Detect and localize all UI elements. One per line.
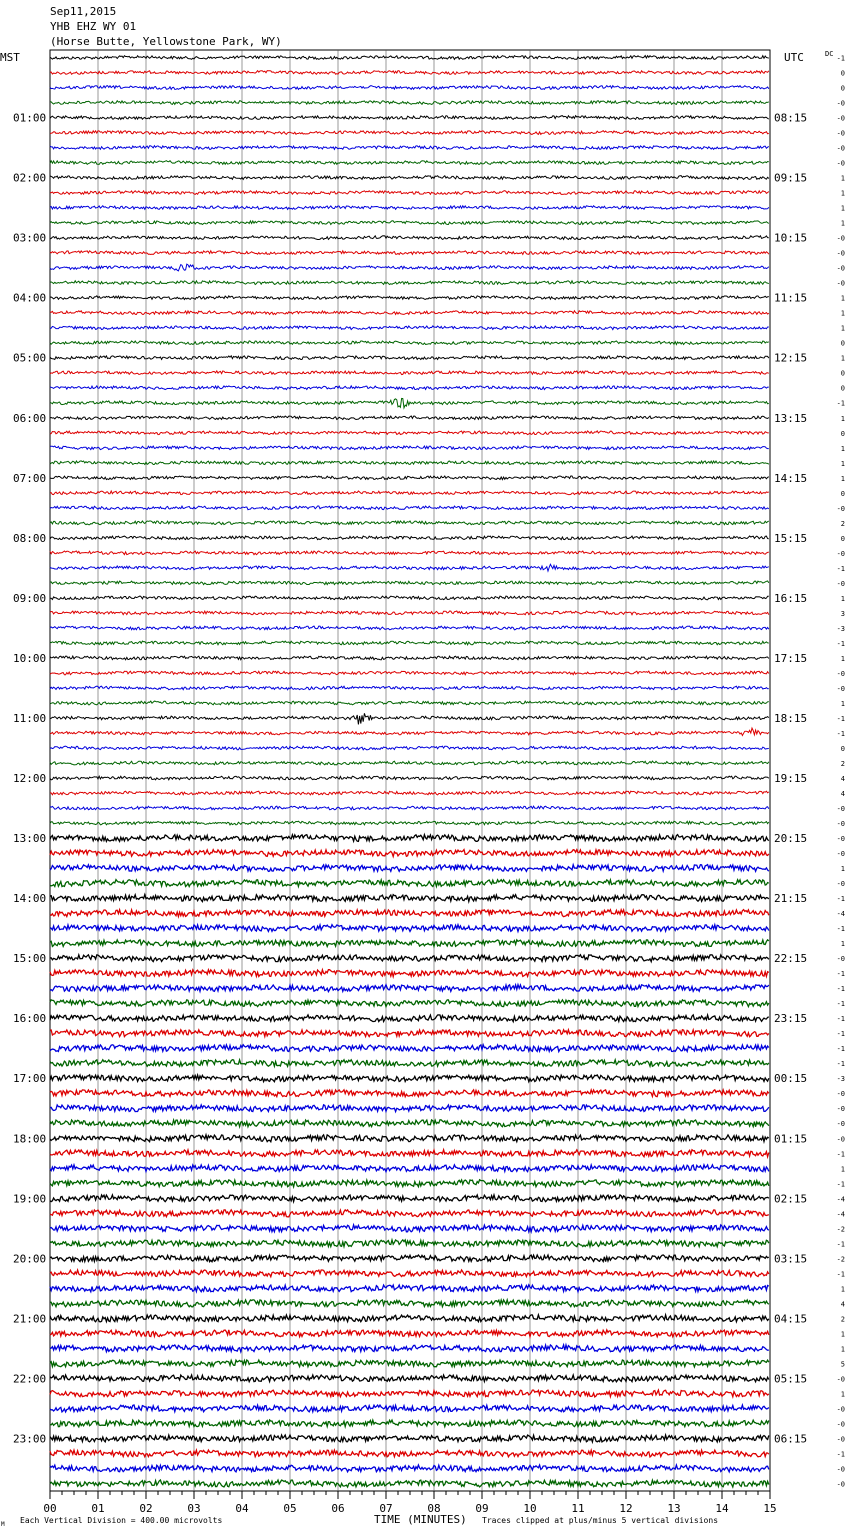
dc-offset-label: 0: [840, 369, 845, 378]
dc-offset-label: -0: [836, 955, 845, 964]
trace-line: [50, 865, 769, 872]
left-timezone-label: MST: [0, 51, 20, 64]
trace-line: [50, 1255, 769, 1262]
trace-line: [50, 551, 769, 555]
right-hour-label: 18:15: [774, 711, 808, 725]
trace-line: [50, 970, 769, 977]
trace-line: [50, 251, 769, 255]
trace-line: [50, 1450, 769, 1457]
trace-line: [50, 1390, 769, 1397]
left-hour-label: 04:00: [13, 291, 47, 305]
dc-offset-label: 1: [840, 294, 845, 303]
dc-offset-label: 1: [840, 309, 845, 318]
trace-line: [50, 1045, 769, 1052]
traces: [50, 56, 769, 1487]
x-tick-label: 15: [763, 1502, 777, 1515]
trace-line: [50, 656, 769, 660]
trace-line: [50, 626, 769, 630]
dc-offset-label: 1: [840, 1330, 845, 1339]
dc-offset-label: -1: [836, 1180, 845, 1189]
dc-offset-label: -0: [836, 234, 845, 243]
chart-title-station: YHB EHZ WY 01: [50, 20, 137, 33]
trace-line: [50, 1480, 769, 1487]
dc-offset-label: -0: [836, 159, 845, 168]
right-hour-label: 12:15: [774, 351, 808, 365]
trace-line: [50, 686, 769, 690]
dc-offset-label: 1: [840, 444, 845, 453]
trace-line: [50, 1435, 769, 1442]
dc-offset-label: -2: [836, 1225, 845, 1234]
trace-line: [50, 264, 769, 271]
x-tick-label: 13: [667, 1502, 681, 1515]
dc-offset-label: -0: [836, 579, 845, 588]
dc-offset-label: 1: [840, 324, 845, 333]
trace-line: [50, 446, 769, 450]
trace-line: [50, 821, 769, 825]
trace-line: [50, 1285, 769, 1292]
x-tick-label: 03: [187, 1502, 201, 1515]
trace-line: [50, 611, 769, 615]
trace-line: [50, 880, 769, 887]
trace-line: [50, 221, 769, 225]
right-hour-label: 21:15: [774, 892, 808, 906]
x-tick-label: 05: [283, 1502, 297, 1515]
trace-line: [50, 1240, 769, 1247]
dc-offset-label: -0: [836, 1135, 845, 1144]
dc-offset-label: -0: [836, 129, 845, 138]
trace-line: [50, 281, 769, 285]
dc-offset-label: -0: [836, 820, 845, 829]
right-hour-label: 20:15: [774, 832, 808, 846]
dc-offset-label: -0: [836, 669, 845, 678]
x-tick-label: 11: [571, 1502, 585, 1515]
dc-offset-label: -1: [836, 925, 845, 934]
dc-offset-label: -1: [836, 54, 845, 63]
dc-offset-label: -1: [836, 1000, 845, 1009]
left-hour-label: 18:00: [13, 1132, 47, 1146]
right-hour-label: 14:15: [774, 471, 808, 485]
dc-offset-label: -1: [836, 895, 845, 904]
dc-offset-label: -4: [836, 910, 845, 919]
dc-offset-label: 1: [840, 594, 845, 603]
dc-offset-label: -0: [836, 850, 845, 859]
right-hour-label: 17:15: [774, 651, 808, 665]
dc-offset-label: -1: [836, 564, 845, 573]
trace-line: [50, 1120, 769, 1127]
dc-offset-label: 1: [840, 189, 845, 198]
right-hour-label: 16:15: [774, 591, 808, 605]
trace-line: [50, 1195, 769, 1202]
dc-offset-label: -1: [836, 970, 845, 979]
dc-offset-label: -3: [836, 1075, 845, 1084]
left-hour-label: 22:00: [13, 1372, 47, 1386]
trace-line: [50, 701, 769, 705]
trace-line: [50, 835, 769, 842]
trace-line: [50, 1345, 769, 1352]
trace-line: [50, 1420, 769, 1427]
dc-offset-label: -0: [836, 549, 845, 558]
trace-line: [50, 131, 769, 135]
labels: [13, 55, 845, 1515]
left-hour-label: 17:00: [13, 1072, 47, 1086]
right-hour-label: 02:15: [774, 1192, 808, 1206]
dc-offset-label: -0: [836, 114, 845, 123]
right-hour-label: 15:15: [774, 531, 808, 545]
trace-line: [50, 776, 769, 780]
dc-offset-label: 4: [840, 775, 845, 784]
left-hour-label: 21:00: [13, 1312, 47, 1326]
dc-offset-label: 2: [840, 519, 845, 528]
trace-line: [50, 56, 769, 60]
right-hour-label: 00:15: [774, 1072, 808, 1086]
right-hour-label: 23:15: [774, 1012, 808, 1026]
dc-offset-label: 1: [840, 1345, 845, 1354]
right-hour-label: 11:15: [774, 291, 808, 305]
trace-line: [50, 398, 769, 408]
right-hour-label: 01:15: [774, 1132, 808, 1146]
dc-offset-label: -0: [836, 1405, 845, 1414]
trace-line: [50, 581, 769, 585]
dc-offset-label: -3: [836, 624, 845, 633]
chart-title-location: (Horse Butte, Yellowstone Park, WY): [50, 35, 282, 48]
trace-line: [50, 146, 769, 150]
trace-line: [50, 1030, 769, 1037]
dc-offset-label: -0: [836, 249, 845, 258]
trace-line: [50, 1300, 769, 1307]
left-hour-label: 03:00: [13, 231, 47, 245]
x-tick-label: 12: [619, 1502, 633, 1515]
right-hour-label: 22:15: [774, 952, 808, 966]
right-hour-label: 09:15: [774, 171, 808, 185]
x-tick-label: 09: [475, 1502, 489, 1515]
dc-offset-label: -2: [836, 1255, 845, 1264]
right-timezone-label: UTC: [784, 51, 804, 64]
trace-line: [50, 506, 769, 510]
dc-offset-label: 4: [840, 1300, 845, 1309]
trace-line: [50, 761, 769, 765]
dc-offset-label: 2: [840, 1315, 845, 1324]
trace-line: [50, 641, 769, 645]
right-hour-label: 06:15: [774, 1432, 808, 1446]
right-hour-label: 13:15: [774, 411, 808, 425]
dc-offset-label: 1: [840, 865, 845, 874]
trace-line: [50, 596, 769, 600]
dc-offset-label: -4: [836, 1210, 845, 1219]
trace-line: [50, 536, 769, 540]
trace-line: [50, 1150, 769, 1157]
dc-offset-label: -0: [836, 1090, 845, 1099]
right-hour-label: 04:15: [774, 1312, 808, 1326]
left-hour-label: 23:00: [13, 1432, 47, 1446]
dc-offset-label: -1: [836, 399, 845, 408]
dc-offset-label: 0: [840, 534, 845, 543]
dc-offset-label: -0: [836, 1120, 845, 1129]
right-hour-label: 08:15: [774, 111, 808, 125]
trace-line: [50, 985, 769, 992]
dc-offset-label: -1: [836, 1240, 845, 1249]
trace-line: [50, 176, 769, 180]
left-hour-label: 14:00: [13, 892, 47, 906]
dc-offset-label: 2: [840, 759, 845, 768]
dc-offset-label: 0: [840, 429, 845, 438]
x-tick-label: 08: [427, 1502, 441, 1515]
trace-line: [50, 416, 769, 420]
dc-offset-label: -0: [836, 1420, 845, 1429]
dc-offset-label: -0: [836, 684, 845, 693]
dc-offset-label: -0: [836, 1375, 845, 1384]
dc-offset-label: 1: [840, 940, 845, 949]
dc-offset-label: 1: [840, 204, 845, 213]
dc-offset-label: 0: [840, 339, 845, 348]
dc-offset-label: -1: [836, 1030, 845, 1039]
trace-line: [50, 746, 769, 750]
trace-line: [50, 955, 769, 962]
dc-offset-label: 1: [840, 1390, 845, 1399]
trace-line: [50, 1375, 769, 1382]
trace-line: [50, 1075, 769, 1082]
trace-line: [50, 1180, 769, 1187]
dc-offset-label: -0: [836, 1465, 845, 1474]
trace-line: [50, 713, 769, 724]
dc-offset-label: 1: [840, 414, 845, 423]
dc-offset-label: 0: [840, 84, 845, 93]
x-tick-label: 07: [379, 1502, 393, 1515]
left-hour-label: 08:00: [13, 531, 47, 545]
trace-line: [50, 895, 769, 902]
dc-offset-label: -4: [836, 1195, 845, 1204]
trace-line: [50, 386, 769, 390]
dc-offset-label: -0: [836, 264, 845, 273]
dc-offset-label: 0: [840, 384, 845, 393]
dc-offset-label: 4: [840, 790, 845, 799]
trace-line: [50, 491, 769, 495]
trace-line: [50, 461, 769, 465]
dc-offset-label: -1: [836, 1450, 845, 1459]
dc-offset-label: 1: [840, 1285, 845, 1294]
dc-offset-label: 1: [840, 699, 845, 708]
trace-line: [50, 86, 769, 90]
left-hour-label: 13:00: [13, 832, 47, 846]
dc-offset-label: -0: [836, 99, 845, 108]
dc-offset-label: -1: [836, 1015, 845, 1024]
trace-line: [50, 1330, 769, 1337]
dc-offset-label: 1: [840, 474, 845, 483]
left-hour-label: 07:00: [13, 471, 47, 485]
dc-offset-label: 0: [840, 489, 845, 498]
chart-title-date: Sep11,2015: [50, 5, 117, 18]
trace-line: [50, 191, 769, 195]
trace-line: [50, 296, 769, 300]
trace-line: [50, 1060, 769, 1067]
trace-line: [50, 521, 769, 525]
trace-line: [50, 564, 769, 571]
trace-line: [50, 206, 769, 210]
left-hour-label: 12:00: [13, 772, 47, 786]
dc-offset-label: 1: [840, 1165, 845, 1174]
left-hour-label: 02:00: [13, 171, 47, 185]
scale-note: Each Vertical Division = 400.00 microvolts: [20, 1516, 223, 1525]
left-hour-label: 11:00: [13, 711, 47, 725]
dc-offset-label: -1: [836, 714, 845, 723]
x-tick-label: 14: [715, 1502, 729, 1515]
trace-line: [50, 236, 769, 240]
trace-line: [50, 371, 769, 375]
left-hour-label: 19:00: [13, 1192, 47, 1206]
dc-offset-label: 1: [840, 174, 845, 183]
trace-line: [50, 431, 769, 435]
trace-line: [50, 1465, 769, 1472]
trace-line: [50, 910, 769, 917]
trace-line: [50, 341, 769, 345]
trace-line: [50, 1315, 769, 1322]
dc-offset-label: -0: [836, 279, 845, 288]
dc-offset-label: -1: [836, 639, 845, 648]
dc-offset-label: 1: [840, 219, 845, 228]
dc-offset-label: -0: [836, 1435, 845, 1444]
left-hour-label: 06:00: [13, 411, 47, 425]
x-tick-label: 10: [523, 1502, 537, 1515]
dc-offset-label: -0: [836, 1105, 845, 1114]
dc-offset-label: 0: [840, 744, 845, 753]
right-hour-label: 03:15: [774, 1252, 808, 1266]
trace-line: [50, 1270, 769, 1277]
dc-offset-label: 3: [840, 609, 845, 618]
left-hour-label: 20:00: [13, 1252, 47, 1266]
left-hour-label: 05:00: [13, 351, 47, 365]
trace-line: [50, 1090, 769, 1097]
x-tick-label: 00: [43, 1502, 57, 1515]
dc-offset-label: -0: [836, 504, 845, 513]
dc-offset-label: -1: [836, 1060, 845, 1069]
dc-offset-label: -1: [836, 1150, 845, 1159]
dc-offset-label: -1: [836, 1045, 845, 1054]
right-hour-label: 10:15: [774, 231, 808, 245]
dc-offset-label: -1: [836, 985, 845, 994]
trace-line: [50, 850, 769, 857]
x-tick-label: 04: [235, 1502, 249, 1515]
trace-line: [50, 925, 769, 932]
left-hour-label: 15:00: [13, 952, 47, 966]
left-hour-label: 16:00: [13, 1012, 47, 1026]
trace-line: [50, 1135, 769, 1142]
trace-line: [50, 1210, 769, 1217]
left-hour-label: 09:00: [13, 591, 47, 605]
right-hour-label: 19:15: [774, 772, 808, 786]
dc-offset-label: -1: [836, 1270, 845, 1279]
trace-line: [50, 1015, 769, 1022]
dc-offset-label: 0: [840, 69, 845, 78]
x-tick-label: 02: [139, 1502, 153, 1515]
dc-offset-label: 1: [840, 459, 845, 468]
trace-line: [50, 940, 769, 947]
dc-offset-label: -0: [836, 880, 845, 889]
trace-line: [50, 161, 769, 165]
trace-line: [50, 116, 769, 120]
trace-line: [50, 356, 769, 360]
x-axis-title: TIME (MINUTES): [374, 1513, 467, 1526]
trace-line: [50, 311, 769, 315]
trace-line: [50, 1105, 769, 1112]
x-tick-label: 06: [331, 1502, 345, 1515]
trace-line: [50, 101, 769, 105]
trace-line: [50, 71, 769, 75]
dc-offset-label: 1: [840, 354, 845, 363]
trace-line: [50, 1000, 769, 1007]
dc-offset-label: -1: [836, 729, 845, 738]
clip-note: Traces clipped at plus/minus 5 vertical divisions: [482, 1516, 719, 1525]
dc-offset-label: -0: [836, 1480, 845, 1489]
trace-line: [50, 1165, 769, 1172]
left-hour-label: 10:00: [13, 651, 47, 665]
dc-offset-label: -0: [836, 835, 845, 844]
trace-line: [50, 1360, 769, 1367]
right-hour-label: 05:15: [774, 1372, 808, 1386]
dc-offset-label: -0: [836, 805, 845, 814]
trace-line: [50, 671, 769, 675]
left-hour-label: 01:00: [13, 111, 47, 125]
x-tick-label: 01: [91, 1502, 105, 1515]
trace-line: [50, 476, 769, 480]
trace-line: [50, 326, 769, 330]
dc-offset-label: -0: [836, 144, 845, 153]
dc-label: DC: [825, 50, 834, 58]
trace-line: [50, 791, 769, 795]
trace-line: [50, 806, 769, 810]
corner-mark: M: [1, 1521, 5, 1528]
trace-line: [50, 1225, 769, 1232]
trace-line: [50, 728, 769, 735]
trace-line: [50, 1405, 769, 1412]
dc-offset-label: 5: [840, 1360, 845, 1369]
dc-offset-label: 1: [840, 654, 845, 663]
